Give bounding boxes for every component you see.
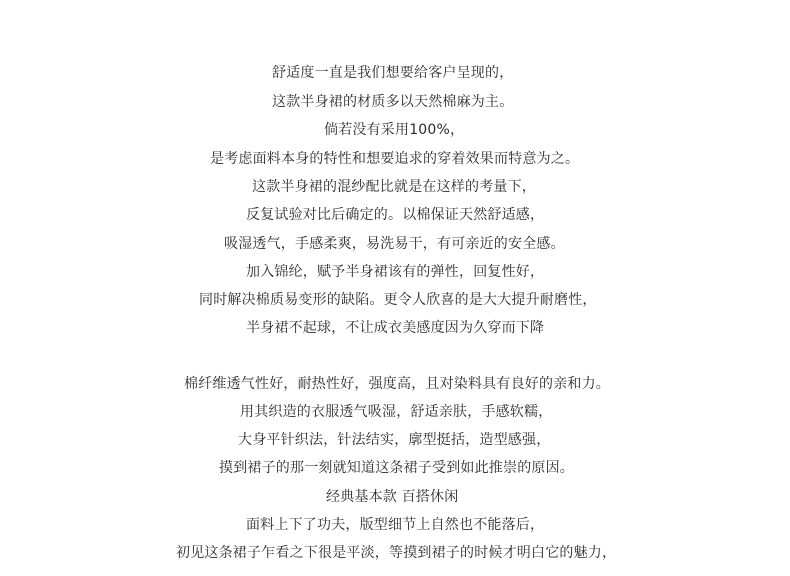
text-line: 初见这条裙子乍看之下很是平淡，等摸到裙子的时候才明白它的魅力， bbox=[176, 545, 617, 561]
text-line: 这款半身裙的材质多以天然棉麻为主。 bbox=[272, 94, 514, 110]
text-line: 大身平针织法，针法结实，廓型挺括，造型感强， bbox=[238, 432, 551, 448]
text-line: 棉纤维透气性好，耐热性好，强度高，且对染料具有良好的亲和力。 bbox=[184, 376, 610, 392]
text-line: 面料上下了功夫，版型细节上自然也不能落后， bbox=[246, 517, 545, 533]
text-line: 是考虑面料本身的特性和想要追求的穿着效果而特意为之。 bbox=[210, 151, 580, 167]
text-line: 舒适度一直是我们想要给客户呈现的， bbox=[272, 65, 514, 81]
text-line: 半身裙不起球，不让成衣美感度因为久穿而下降 bbox=[246, 320, 545, 336]
text-line: 反复试验对比后确定的。以棉保证天然舒适感， bbox=[246, 207, 545, 223]
text-line: 经典基本款 百搭休闲 bbox=[326, 489, 459, 505]
text-line: 这款半身裙的混纱配比就是在这样的考量下， bbox=[252, 179, 536, 195]
text-line: 倘若没有采用100%， bbox=[324, 122, 465, 138]
text-line: 吸湿透气，手感柔爽，易洗易干，有可亲近的安全感。 bbox=[224, 236, 565, 252]
text-line: 加入锦纶，赋予半身裙该有的弹性，回复性好， bbox=[246, 264, 545, 280]
text-line: 同时解决棉质易变形的缺陷。更令人欣喜的是大大提升耐磨性， bbox=[199, 292, 597, 308]
text-line: 用其织造的衣服透气吸湿，舒适亲肤，手感软糯， bbox=[240, 404, 553, 420]
text-line: 摸到裙子的那一刻就知道这条裙子受到如此推崇的原因。 bbox=[219, 460, 574, 476]
